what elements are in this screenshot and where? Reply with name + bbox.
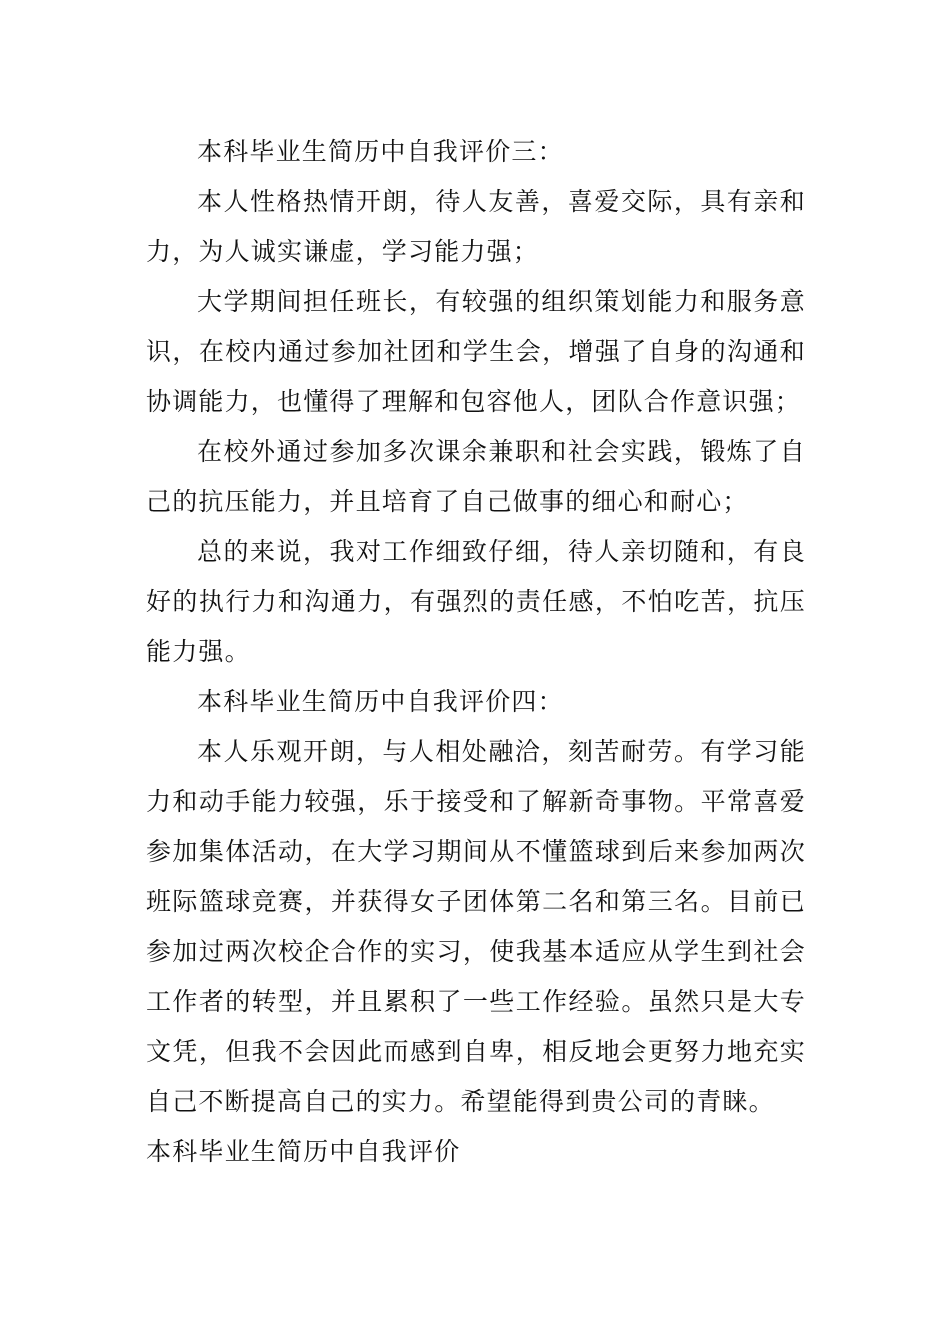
document-page (146, 127, 806, 1177)
document-footer-title: 本科毕业生简历中自我评价 (146, 1137, 461, 1166)
paragraph-summary: 总的来说，我对工作细致仔细，待人亲切随和，有良好的执行力和沟通力，有强烈的责任感，不怕吃苦，抗压能力强。 (146, 537, 806, 666)
paragraph-self-evaluation-four: 本人乐观开朗，与人相处融洽，刻苦耐劳。有学习能力和动手能力较强，乐于接受和了解新奇事物。平常喜爱参加集体活动，在大学习期间从不懂篮球到后来参加两次班际篮球竞赛，并获得女子团体第二名和第三名。目前已参加过两次校企合作的实习，使我基本适应从学生到社会工作者的转型，并且累积了一些工作经验。虽然只是大专文凭，但我不会因此而感到自卑，相反地会更努力地充实自己不断提高自己的实力。希望能得到贵公司的青睐。 (146, 737, 806, 1116)
paragraph-part-time: 在校外通过参加多次课余兼职和社会实践，锻炼了自己的抗压能力，并且培育了自己做事的细心和耐心； (146, 437, 806, 516)
paragraph-class-monitor: 大学期间担任班长，有较强的组织策划能力和服务意识，在校内通过参加社团和学生会，增强了自身的沟通和协调能力，也懂得了理解和包容他人，团队合作意识强； (146, 287, 806, 416)
paragraph-personality: 本人性格热情开朗，待人友善，喜爱交际，具有亲和力，为人诚实谦虚，学习能力强； (146, 187, 806, 266)
section-heading-three: 本科毕业生简历中自我评价三： (197, 137, 564, 166)
section-heading-four: 本科毕业生简历中自我评价四： (197, 687, 564, 716)
